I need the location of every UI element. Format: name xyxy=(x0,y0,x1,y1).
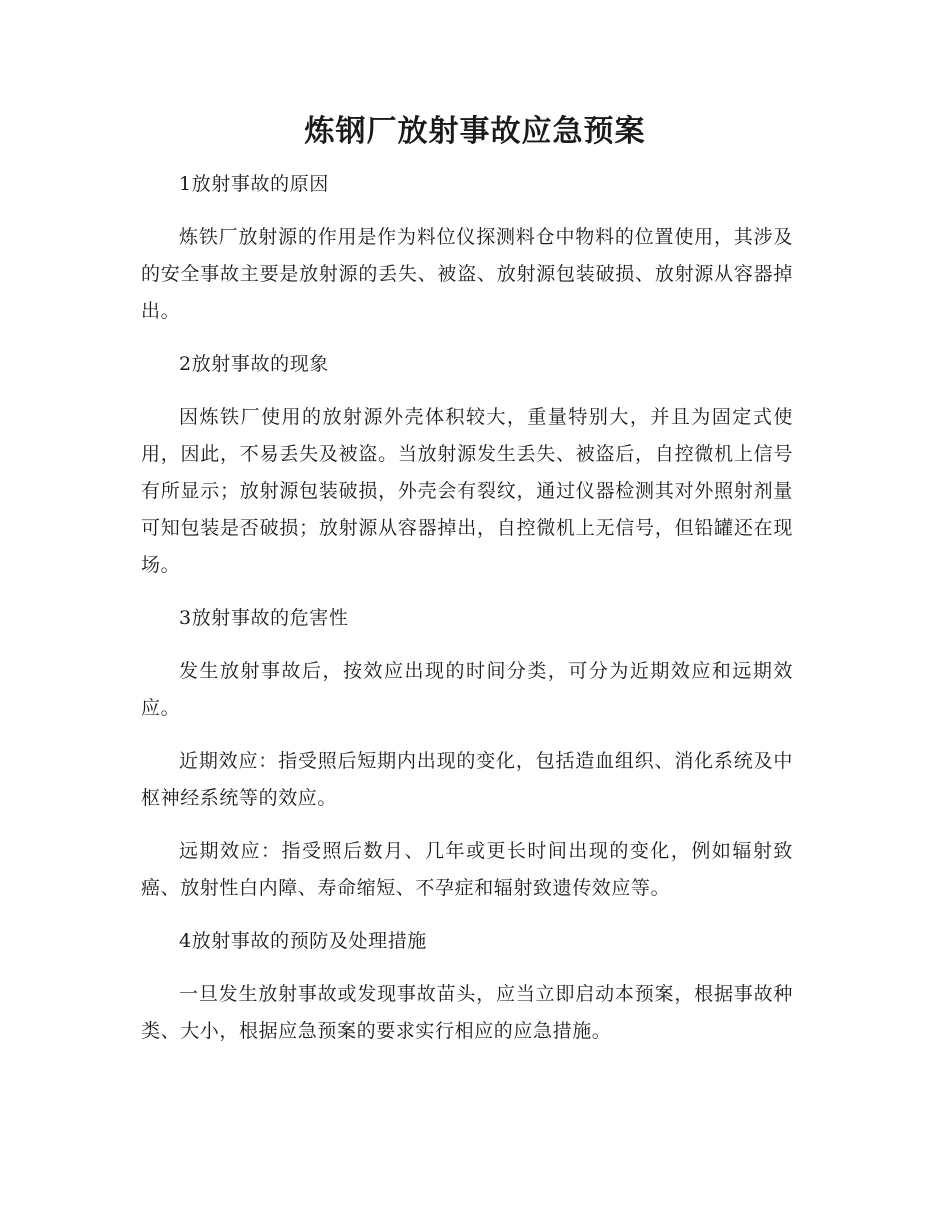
paragraph: 远期效应：指受照后数月、几年或更长时间出现的变化，例如辐射致癌、放射性白内障、寿命缩短、不孕症和辐射致遗传效应等。 xyxy=(141,840,793,899)
paragraph: 一旦发生放射事故或发现事故苗头，应当立即启动本预案，根据事故种类、大小，根据应急预案的要求实行相应的应急措施。 xyxy=(141,983,793,1042)
section-heading: 1放射事故的原因 xyxy=(179,173,329,195)
document-body xyxy=(141,166,793,1066)
paragraph: 近期效应：指受照后短期内出现的变化，包括造血组织、消化系统及中枢神经系统等的效应。 xyxy=(141,750,793,809)
section-heading: 3放射事故的危害性 xyxy=(179,607,349,629)
section-heading: 2放射事故的现象 xyxy=(179,353,329,375)
section-heading: 4放射事故的预防及处理措施 xyxy=(179,930,427,952)
paragraph: 因炼铁厂使用的放射源外壳体积较大，重量特别大，并且为固定式使用，因此，不易丢失及被盗。当放射源发生丢失、被盗后，自控微机上信号有所显示；放射源包装破损，外壳会有裂纹，通过仪器检测其对外照射剂量可知包装是否破损；放射源从容器掉出，自控微机上无信号，但铅罐还在现场。 xyxy=(141,406,793,576)
paragraph: 炼铁厂放射源的作用是作为料位仪探测料仓中物料的位置使用，其涉及的安全事故主要是放射源的丢失、被盗、放射源包装破损、放射源从容器掉出。 xyxy=(141,226,793,322)
document-title: 炼钢厂放射事故应急预案 xyxy=(304,114,646,149)
paragraph: 发生放射事故后，按效应出现的时间分类，可分为近期效应和远期效应。 xyxy=(141,660,793,719)
